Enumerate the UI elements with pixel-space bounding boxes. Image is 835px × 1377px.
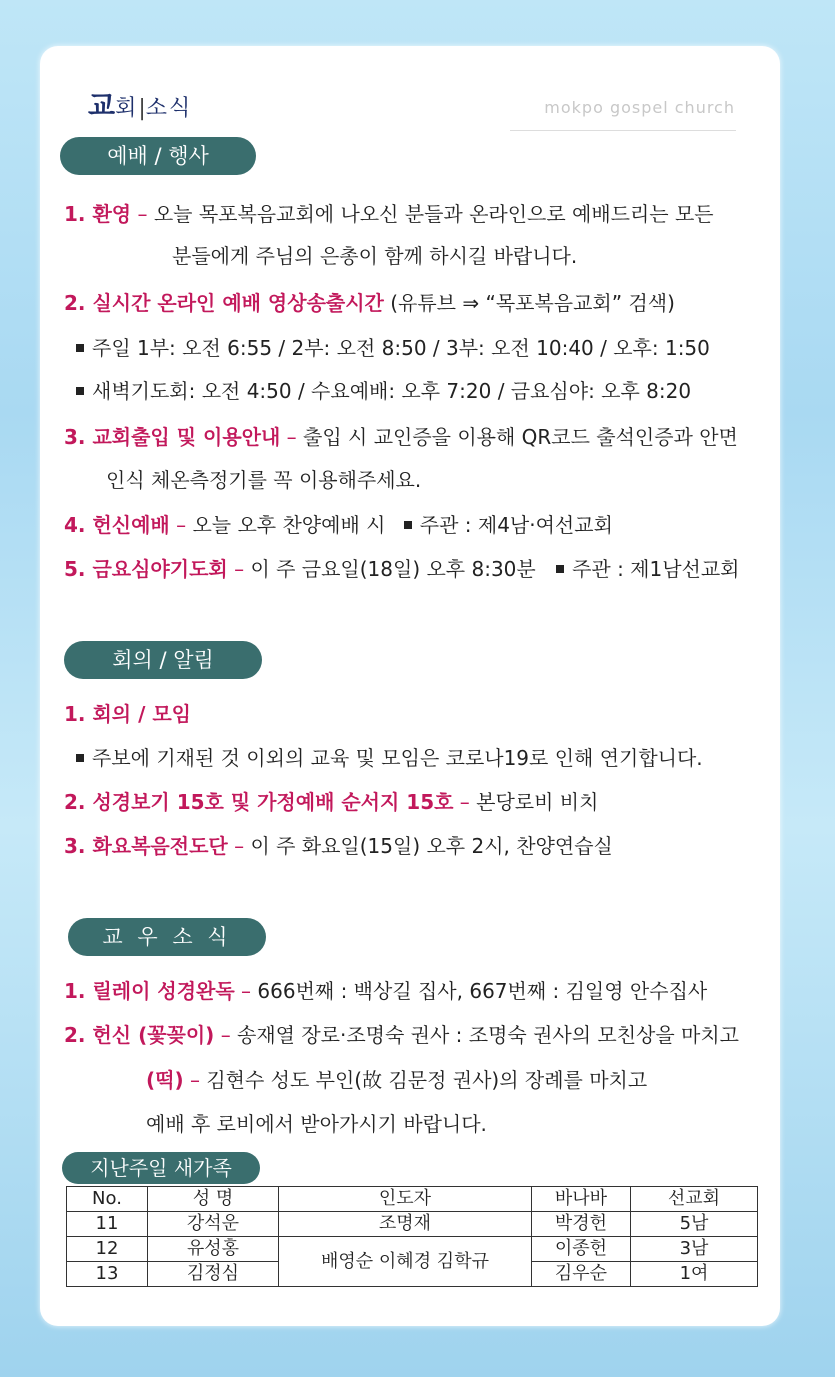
- cell-mission: 1여: [631, 1262, 758, 1287]
- cell-barnabas: 김우순: [532, 1262, 631, 1287]
- cell-barnabas: 박경헌: [532, 1212, 631, 1237]
- church-english-name: mokpo gospel church: [544, 98, 735, 117]
- item-label: 2. 성경보기 15호 및 가정예배 순서지 15호: [64, 790, 454, 814]
- item-label: (떡): [146, 1068, 184, 1092]
- item-text: 본당로비 비치: [476, 790, 599, 814]
- item-label: 2. 실시간 온라인 예배 영상송출시간: [64, 291, 384, 315]
- meeting-item-1-bullet: 주보에 기재된 것 이외의 교육 및 모임은 코로나19로 인해 연기합니다.: [76, 742, 703, 771]
- cell-name: 김정심: [148, 1262, 279, 1287]
- bullet-icon: [76, 754, 84, 762]
- item-text: 출입 시 교인증을 이용해 QR코드 출석인증과 안면: [303, 425, 738, 449]
- col-header-name: 성 명: [148, 1187, 279, 1212]
- item-text: (유튜브 ⇒ “목포복음교회” 검색): [390, 291, 675, 315]
- item-label: 5. 금요심야기도회: [64, 557, 228, 581]
- col-header-barnabas: 바나바: [532, 1187, 631, 1212]
- item-label: 4. 헌신예배: [64, 513, 170, 537]
- section-title-meetings: 회의 / 알림: [64, 641, 262, 679]
- section-title-new-family: 지난주일 새가족: [62, 1152, 260, 1184]
- logo-rest1: 회: [115, 96, 139, 121]
- item-label: 3. 교회출입 및 이용안내: [64, 425, 281, 449]
- col-header-guide: 인도자: [279, 1187, 532, 1212]
- meeting-item-2: 2. 성경보기 15호 및 가정예배 순서지 15호 – 본당로비 비치: [64, 790, 599, 814]
- item-text: 송재열 장로·조명숙 권사 : 조명숙 권사의 모친상을 마치고: [237, 1023, 740, 1047]
- item-label: 1. 릴레이 성경완독: [64, 979, 235, 1003]
- item-label: 2. 헌신 (꽃꽂이): [64, 1023, 215, 1047]
- cell-name: 강석운: [148, 1212, 279, 1237]
- members-item-1: 1. 릴레이 성경완독 – 666번째 : 백상길 집사, 667번째 : 김일영 안수집사: [64, 979, 708, 1003]
- item-text: 이 주 화요일(15일) 오후 2시, 찬양연습실: [250, 834, 613, 858]
- bullet-icon: [404, 521, 412, 529]
- logo-separator: |: [138, 96, 146, 121]
- bullet-icon: [76, 344, 84, 352]
- logo-rest2: 소식: [145, 96, 193, 121]
- section-title-worship: 예배 / 행사: [60, 137, 256, 175]
- cell-no: 12: [67, 1237, 148, 1262]
- col-header-mission: 선교회: [631, 1187, 758, 1212]
- logo-bold: 교: [88, 89, 116, 122]
- worship-schedule-weekday: 새벽기도회: 오전 4:50 / 수요예배: 오후 7:20 / 금요심야: 오후 8:20: [76, 375, 691, 404]
- header-divider: [510, 130, 736, 131]
- worship-item-5: 5. 금요심야기도회 – 이 주 금요일(18일) 오후 8:30분 주관 : 제1남선교회: [64, 557, 740, 581]
- cell-no: 11: [67, 1212, 148, 1237]
- cell-mission: 3남: [631, 1237, 758, 1262]
- item-label: 1. 회의 / 모임: [64, 702, 191, 726]
- worship-item-2: [64, 287, 675, 316]
- cell-name: 유성홍: [148, 1237, 279, 1262]
- item-label: 3. 화요복음전도단: [64, 834, 228, 858]
- item-text: 김현수 성도 부인(故 김문정 권사)의 장례를 마치고: [206, 1068, 648, 1092]
- cell-guide: 배영순 이혜경 김학규: [279, 1237, 532, 1287]
- table-row: [67, 1237, 758, 1262]
- item-text: 오늘 목포복음교회에 나오신 분들과 온라인으로 예배드리는 모든: [153, 202, 714, 226]
- worship-item-3-cont: 인식 체온측정기를 꼭 이용해주세요.: [106, 468, 422, 492]
- table-row: [67, 1212, 758, 1237]
- new-family-table: [66, 1186, 758, 1287]
- bullet-icon: [76, 387, 84, 395]
- worship-item-3: 3. 교회출입 및 이용안내 – 출입 시 교인증을 이용해 QR코드 출석인증과 안면: [64, 425, 738, 449]
- worship-schedule-sunday: 주일 1부: 오전 6:55 / 2부: 오전 8:50 / 3부: 오전 10:40 / 오후: 1:50: [76, 332, 710, 361]
- item-label: 1. 환영: [64, 202, 132, 226]
- cell-barnabas: 이종헌: [532, 1237, 631, 1262]
- meeting-item-3: 3. 화요복음전도단 – 이 주 화요일(15일) 오후 2시, 찬양연습실: [64, 834, 613, 858]
- worship-item-1-cont: 분들에게 주님의 은총이 함께 하시길 바랍니다.: [172, 244, 578, 268]
- table-header-row: [67, 1187, 758, 1212]
- col-header-no: No.: [67, 1187, 148, 1212]
- item-text: 오늘 오후 찬양예배 시: [192, 513, 386, 537]
- bullet-icon: [556, 565, 564, 573]
- meeting-item-1: [64, 698, 191, 727]
- members-item-2: 2. 헌신 (꽃꽂이) – 송재열 장로·조명숙 권사 : 조명숙 권사의 모친상을 마치고: [64, 1023, 740, 1047]
- item-text: 이 주 금요일(18일) 오후 8:30분: [250, 557, 536, 581]
- worship-item-1: 1. 환영 – 오늘 목포복음교회에 나오신 분들과 온라인으로 예배드리는 모든: [64, 202, 714, 226]
- members-item-2-cont: 예배 후 로비에서 받아가시기 바랍니다.: [146, 1112, 487, 1136]
- item-text: 666번째 : 백상길 집사, 667번째 : 김일영 안수집사: [257, 979, 708, 1003]
- section-title-members: 교 우 소 식: [68, 918, 266, 956]
- cell-mission: 5남: [631, 1212, 758, 1237]
- cell-no: 13: [67, 1262, 148, 1287]
- cell-guide: 조명재: [279, 1212, 532, 1237]
- members-item-2-rice-cake: (떡) – 김현수 성도 부인(故 김문정 권사)의 장례를 마치고: [146, 1068, 648, 1092]
- worship-item-4: 4. 헌신예배 – 오늘 오후 찬양예배 시 주관 : 제4남·여선교회: [64, 513, 613, 537]
- page-title: [88, 84, 192, 124]
